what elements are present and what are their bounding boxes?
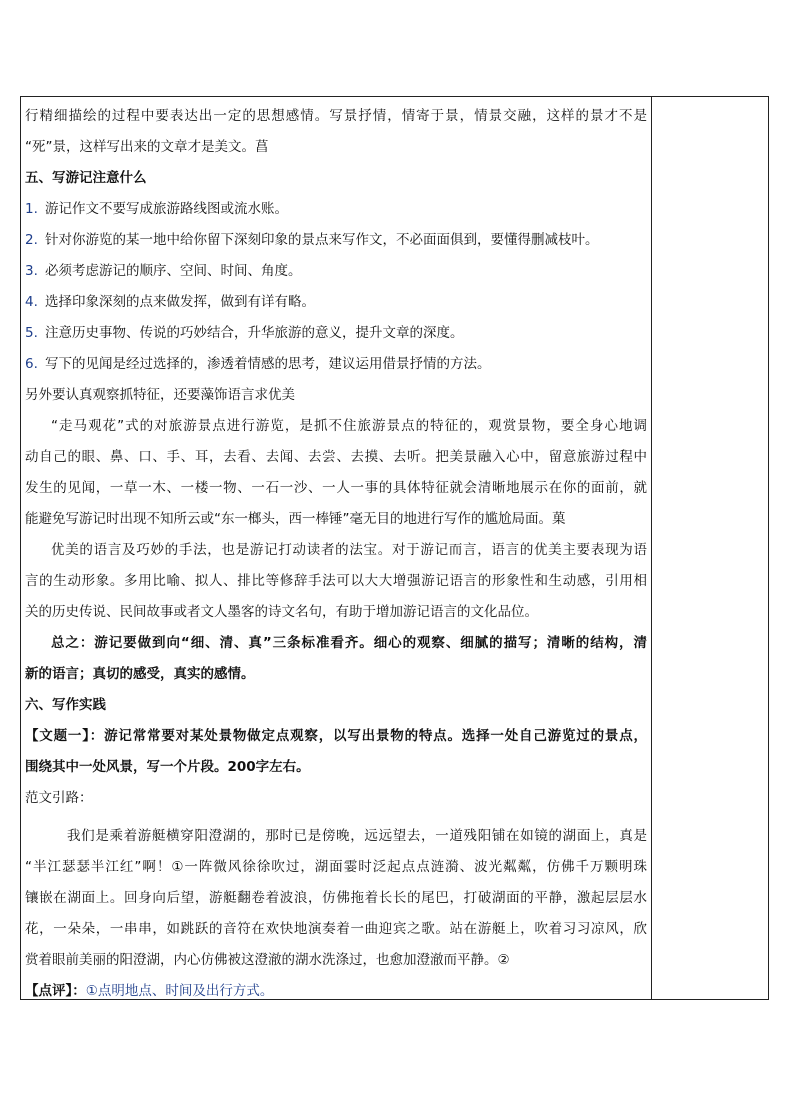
list-number: 6. xyxy=(25,356,38,372)
list-item xyxy=(25,287,647,318)
sample-essay-label: 范文引路： xyxy=(25,790,93,806)
paragraph-1-line: 能避免写游记时出现不知所云或“东一榔头，西一棒锤”毫无目的地进行写作的尴尬局面。菓 xyxy=(25,511,566,527)
list-number: 3. xyxy=(25,263,38,279)
list-text: 针对你游览的某一地中给你留下深刻印象的景点来写作文，不必面面俱到，要懂得删减枝叶。 xyxy=(45,232,599,248)
list-text: 写下的见闻是经过选择的，渗透着情感的思考，建议运用借景抒情的方法。 xyxy=(45,356,491,372)
list-item xyxy=(25,349,647,380)
list-text: 必须考虑游记的顺序、空间、时间、角度。 xyxy=(45,263,302,279)
section-6-title: 六、写作实践 xyxy=(25,697,106,713)
list-number: 1. xyxy=(25,201,38,217)
intro-line-2: “死”景，这样写出来的文章才是美文。菖 xyxy=(25,139,269,155)
essay-line: 我们是乘着游艇横穿阳澄湖的，那时已是傍晚，远远望去，一道残阳铺在如镜的湖面上，真是 xyxy=(67,828,647,844)
paragraph-1-line: 发生的见闻，一草一木、一楼一物、一石一沙、一人一事的具体特征就会清晰地展示在你的面前，就 xyxy=(25,480,647,496)
column-divider xyxy=(651,97,652,999)
content-table xyxy=(20,96,769,1000)
question-line: 围绕其中一处风景，写一个片段。200字左右。 xyxy=(25,759,310,775)
comment-label: 【点评】： xyxy=(25,983,86,999)
summary-line: 新的语言；真切的感受，真实的感情。 xyxy=(25,666,255,682)
comment-line xyxy=(25,976,647,1007)
paragraph-1-line: “走马观花”式的对旅游景点进行游览，是抓不住旅游景点的特征的，观赏景物，要全身心地调 xyxy=(51,418,647,434)
list-text: 选择印象深刻的点来做发挥，做到有详有略。 xyxy=(45,294,315,310)
paragraph-2-line: 优美的语言及巧妙的手法，也是游记打动读者的法宝。对于游记而言，语言的优美主要表现为语 xyxy=(51,542,647,558)
comment-text: ①点明地点、时间及出行方式。 xyxy=(85,983,274,999)
list-text: 注意历史事物、传说的巧妙结合，升华旅游的意义，提升文章的深度。 xyxy=(45,325,464,341)
list-number: 5. xyxy=(25,325,38,341)
list-number: 4. xyxy=(25,294,38,310)
essay-line: 镶嵌在湖面上。回身向后望，游艇翻卷着波浪，仿佛拖着长长的尾巴，打破湖面的平静，激起层层水 xyxy=(25,890,647,906)
list-text: 游记作文不要写成旅游路线图或流水账。 xyxy=(45,201,288,217)
question-line: 【文题一】：游记常常要对某处景物做定点观察，以写出景物的特点。选择一处自己游览过的景点， xyxy=(25,728,647,744)
section-5-title: 五、写游记注意什么 xyxy=(25,170,147,186)
essay-line: 花，一朵朵，一串串，如跳跃的音符在欢快地演奏着一曲迎宾之歌。站在游艇上，吹着习习凉风，欣 xyxy=(25,921,647,937)
paragraph-2-line: 言的生动形象。多用比喻、拟人、排比等修辞手法可以大大增强游记语言的形象性和生动感，引用相 xyxy=(25,573,647,589)
main-column xyxy=(25,101,647,1007)
list-item xyxy=(25,318,647,349)
summary-line: 总之：游记要做到向“细、清、真”三条标准看齐。细心的观察、细腻的描写；清晰的结构，清 xyxy=(51,635,647,651)
list-item xyxy=(25,256,647,287)
paragraph-2-line: 关的历史传说、民间故事或者文人墨客的诗文名句，有助于增加游记语言的文化品位。 xyxy=(25,604,538,620)
extra-note: 另外要认真观察抓特征，还要藻饰语言求优美 xyxy=(25,387,295,403)
essay-line: “半江瑟瑟半江红”啊！①一阵微风徐徐吹过，湖面霎时泛起点点涟漪、波光粼粼，仿佛千万颗明珠 xyxy=(25,859,647,875)
list-item xyxy=(25,194,647,225)
list-item xyxy=(25,225,647,256)
list-number: 2. xyxy=(25,232,38,248)
intro-line-1: 行精细描绘的过程中要表达出一定的思想感情。写景抒情，情寄于景，情景交融，这样的景才不是 xyxy=(25,108,647,124)
paragraph-1-line: 动自己的眼、鼻、口、手、耳，去看、去闻、去尝、去摸、去听。把美景融入心中，留意旅游过程中 xyxy=(25,449,647,465)
essay-line: 赏着眼前美丽的阳澄湖，内心仿佛被这澄澈的湖水洗涤过，也愈加澄澈而平静。② xyxy=(25,952,510,968)
